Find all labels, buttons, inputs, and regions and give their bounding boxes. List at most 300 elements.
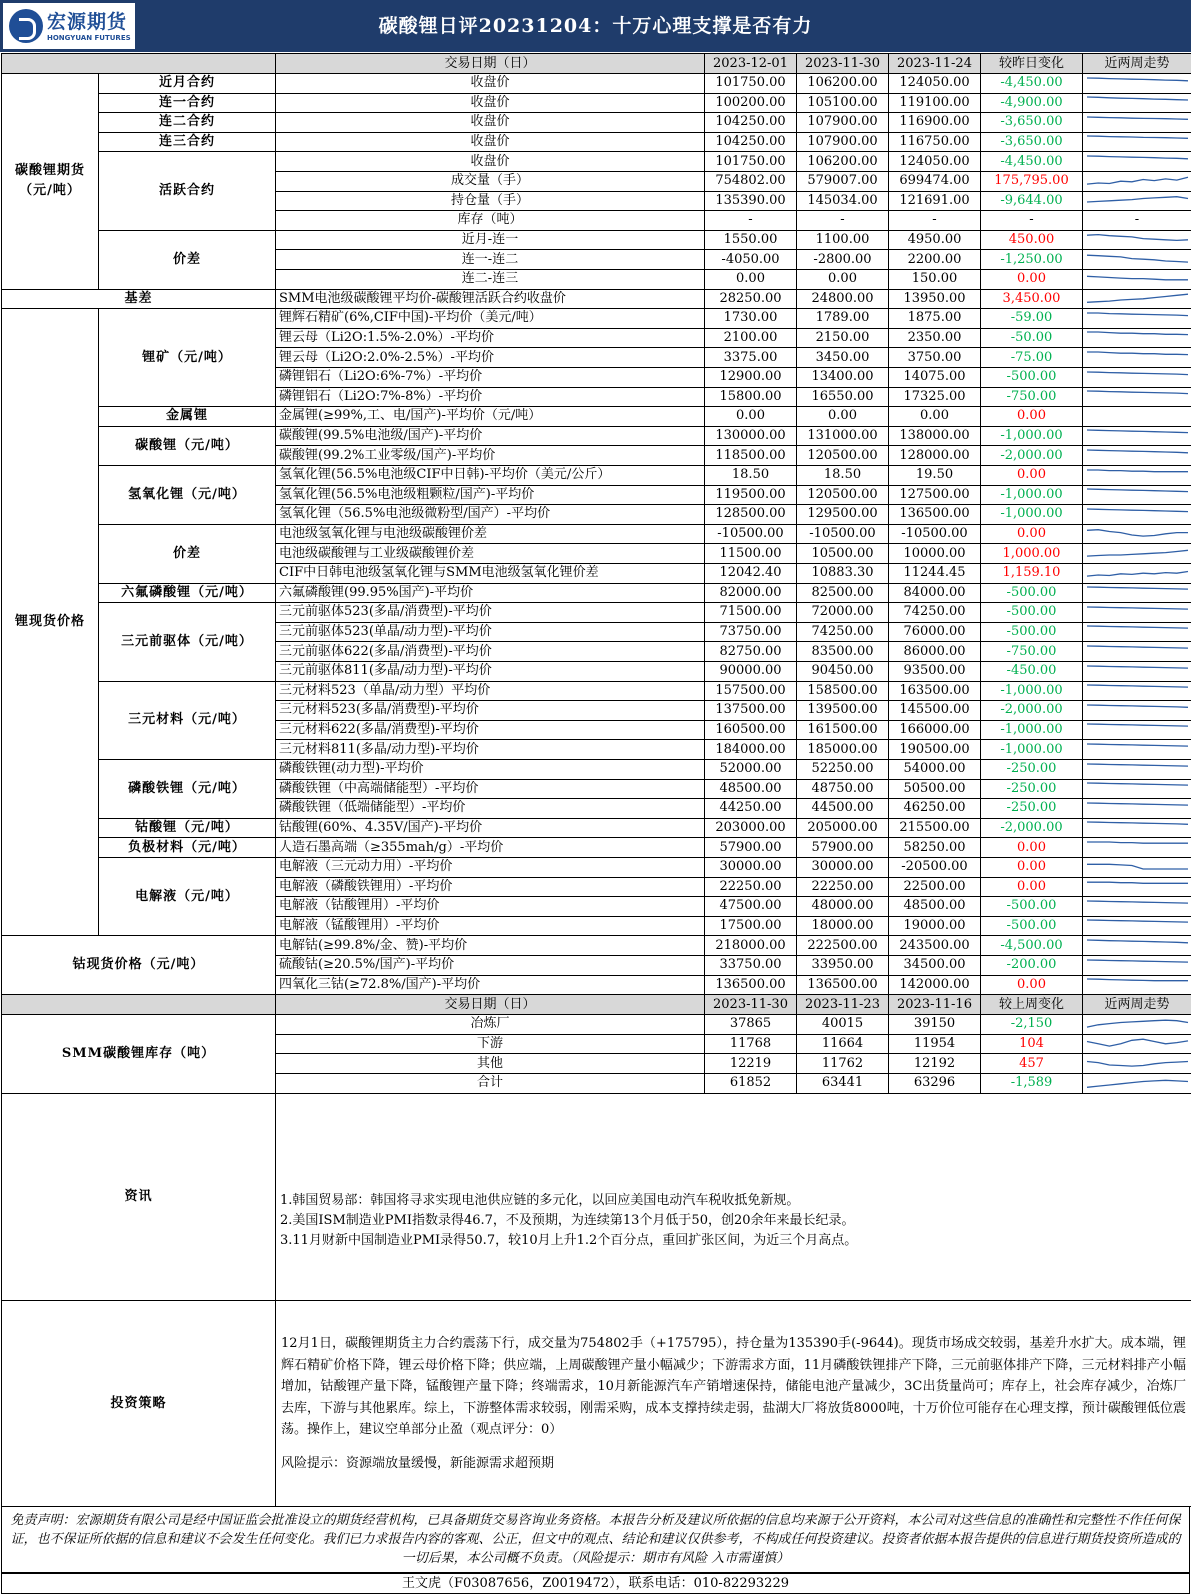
sparkline-chart	[1086, 782, 1189, 796]
trend-sparkline	[1082, 171, 1191, 192]
row-item-label: 三元材料523（单晶/动力型）平均价	[275, 681, 705, 702]
group-label-metal: 金属锂	[98, 406, 276, 427]
row-item-label: 电池级氢氧化锂与电池级碳酸锂价差	[275, 524, 705, 545]
sparkline-line	[1087, 705, 1188, 707]
change-cell: -250.00	[980, 798, 1083, 819]
sparkline-chart	[1086, 1037, 1189, 1051]
row-item-label: 锂云母（Li2O:2.0%-2.5%）-平均价	[275, 347, 705, 368]
sparkline-chart	[1086, 116, 1189, 130]
row-item-label: 磷锂铝石（Li2O:6%-7%）-平均价	[275, 367, 705, 388]
value-cell: 18.50	[796, 465, 889, 486]
sparkline-line	[1087, 646, 1188, 648]
value-cell: 15800.00	[704, 387, 797, 408]
sparkline-chart	[1086, 821, 1189, 835]
trend-sparkline	[1082, 269, 1191, 290]
sparkline-chart	[1086, 292, 1189, 306]
value-cell: 104250.00	[704, 112, 797, 133]
value-cell: 40015	[796, 1014, 889, 1035]
change-cell: 0.00	[980, 837, 1083, 858]
header-cell: 较昨日变化	[980, 53, 1083, 74]
value-cell: 57900.00	[796, 837, 889, 858]
value-cell: 127500.00	[888, 485, 981, 506]
row-item-label: 金属锂(≥99%,工、电/国产)-平均价（元/吨）	[275, 406, 705, 427]
value-cell: 10883.30	[796, 563, 889, 584]
trend-sparkline	[1082, 465, 1191, 486]
group-label-electrolyte: 电解液（元/吨）	[98, 857, 276, 936]
value-cell: 52250.00	[796, 759, 889, 780]
value-cell: 11762	[796, 1053, 889, 1074]
row-item-label: 电解液（锰酸锂用）-平均价	[275, 916, 705, 937]
trend-sparkline	[1082, 739, 1191, 760]
strategy-content	[281, 1333, 1186, 1474]
value-cell: 2150.00	[796, 328, 889, 349]
change-cell: -2,150	[980, 1014, 1083, 1035]
group-label-anode: 负极材料（元/吨）	[98, 837, 276, 858]
value-cell: 63296	[888, 1073, 981, 1094]
group-label-lipf6: 六氟磷酸锂（元/吨）	[98, 583, 276, 604]
value-cell: 12900.00	[704, 367, 797, 388]
value-cell: 579007.00	[796, 171, 889, 192]
value-cell: 76000.00	[888, 622, 981, 643]
trend-sparkline	[1082, 877, 1191, 898]
sparkline-chart	[1086, 273, 1189, 287]
row-item-label: 连二-连三	[275, 269, 705, 290]
group-label-c1: 连一合约	[98, 93, 276, 114]
change-cell: 0.00	[980, 524, 1083, 545]
value-cell: 12219	[704, 1053, 797, 1074]
value-cell: 86000.00	[888, 641, 981, 662]
value-cell: 145034.00	[796, 191, 889, 212]
change-cell: -4,900.00	[980, 93, 1083, 114]
section-info: 资讯	[1, 1093, 276, 1301]
sparkline-line	[1087, 78, 1188, 81]
trend-sparkline	[1082, 935, 1191, 956]
row-item-label: 近月-连一	[275, 230, 705, 251]
header-cell: 交易日期（日）	[275, 53, 705, 74]
sparkline-line	[1087, 1080, 1188, 1087]
value-cell: 118500.00	[704, 445, 797, 466]
change-cell: 104	[980, 1034, 1083, 1055]
sparkline-line	[1087, 156, 1188, 159]
row-item-label: 锂辉石精矿(6%,CIF中国)-平均价（美元/吨）	[275, 308, 705, 329]
group-label-c2: 连二合约	[98, 112, 276, 133]
group-label-active: 活跃合约	[98, 151, 276, 230]
value-cell: 24800.00	[796, 289, 889, 310]
sparkline-line	[1087, 276, 1188, 280]
value-cell: 30000.00	[704, 857, 797, 878]
sparkline-chart	[1086, 586, 1189, 600]
value-cell: 101750.00	[704, 73, 797, 94]
change-cell: -2,000.00	[980, 818, 1083, 839]
change-cell: -3,650.00	[980, 112, 1083, 133]
sparkline-chart	[1086, 567, 1189, 581]
sparkline-chart	[1086, 880, 1189, 894]
value-cell: 0.00	[704, 406, 797, 427]
value-cell: 158500.00	[796, 681, 889, 702]
logo-name-en: HONGYUAN FUTURES	[47, 34, 131, 42]
risk-warning: 风险提示：资源端放量缓慢，新能源需求超预期	[281, 1455, 555, 1471]
sparkline-line	[1087, 313, 1188, 316]
trend-sparkline	[1082, 602, 1191, 623]
value-cell: 13400.00	[796, 367, 889, 388]
header-cell: 较上周变化	[980, 994, 1083, 1015]
change-cell: -1,000.00	[980, 739, 1083, 760]
trend-sparkline	[1082, 837, 1191, 858]
trend-sparkline	[1082, 132, 1191, 153]
value-cell: 166000.00	[888, 720, 981, 741]
change-cell: -450.00	[980, 661, 1083, 682]
value-cell: 18.50	[704, 465, 797, 486]
sparkline-line	[1087, 450, 1188, 453]
value-cell: 22250.00	[704, 877, 797, 898]
trend-sparkline	[1082, 916, 1191, 937]
value-cell: 19.50	[888, 465, 981, 486]
value-cell: 106200.00	[796, 151, 889, 172]
trend-sparkline	[1082, 622, 1191, 643]
change-cell: -500.00	[980, 896, 1083, 917]
value-cell: 120500.00	[796, 485, 889, 506]
value-cell: 139500.00	[796, 700, 889, 721]
sparkline-line	[1087, 1020, 1188, 1027]
value-cell: 54000.00	[888, 759, 981, 780]
value-cell: 57900.00	[704, 837, 797, 858]
sparkline-line	[1087, 352, 1188, 355]
value-cell: -20500.00	[888, 857, 981, 878]
sparkline-chart	[1086, 547, 1189, 561]
section-futures: 碳酸锂期货 （元/吨）	[1, 73, 99, 290]
value-cell: 2350.00	[888, 328, 981, 349]
row-item-label: 电池级碳酸锂与工业级碳酸锂价差	[275, 543, 705, 564]
section-strategy: 投资策略	[1, 1300, 276, 1507]
header-cell: 近两周走势	[1082, 994, 1191, 1015]
row-item-label: 钴酸锂(60%、4.35V/国产)-平均价	[275, 818, 705, 839]
value-cell: 4950.00	[888, 230, 981, 251]
sparkline-chart	[1086, 1077, 1189, 1091]
sparkline-line	[1087, 626, 1188, 628]
row-item-label: 合计	[275, 1073, 705, 1094]
trend-sparkline	[1082, 661, 1191, 682]
sparkline-chart	[1086, 371, 1189, 385]
row-item-label: 下游	[275, 1034, 705, 1055]
sparkline-chart	[1086, 665, 1189, 679]
change-cell: 0.00	[980, 975, 1083, 996]
change-cell: -500.00	[980, 622, 1083, 643]
change-cell: -500.00	[980, 916, 1083, 937]
sparkline-line	[1087, 391, 1188, 394]
value-cell: 33950.00	[796, 955, 889, 976]
value-cell: 163500.00	[888, 681, 981, 702]
sparkline-chart	[1086, 861, 1189, 875]
sparkline-chart	[1086, 919, 1189, 933]
trend-sparkline	[1082, 93, 1191, 114]
row-item-label: 三元前驱体811(多晶/动力型)-平均价	[275, 661, 705, 682]
row-item-label: 连一-连二	[275, 249, 705, 270]
trend-sparkline	[1082, 818, 1191, 839]
value-cell: 150.00	[888, 269, 981, 290]
value-cell: 47500.00	[704, 896, 797, 917]
change-cell: 1,159.10	[980, 563, 1083, 584]
value-cell: -4050.00	[704, 249, 797, 270]
sparkline-line	[1087, 764, 1188, 766]
sparkline-line	[1087, 136, 1188, 138]
value-cell: 105100.00	[796, 93, 889, 114]
row-item-label: 硫酸钴(≥20.5%/国产)-平均价	[275, 955, 705, 976]
value-cell: 131000.00	[796, 426, 889, 447]
trend-sparkline	[1082, 1073, 1191, 1094]
sparkline-chart	[1086, 96, 1189, 110]
trend-sparkline	[1082, 230, 1191, 251]
value-cell: 34500.00	[888, 955, 981, 976]
sparkline-chart	[1086, 194, 1189, 208]
group-label-spread: 价差	[98, 230, 276, 290]
trend-sparkline	[1082, 759, 1191, 780]
trend-sparkline	[1082, 524, 1191, 545]
value-cell: 160500.00	[704, 720, 797, 741]
sparkline-line	[1087, 235, 1188, 241]
header-cell: 2023-12-01	[704, 53, 797, 74]
strategy-paragraph: 12月1日，碳酸锂期货主力合约震荡下行，成交量为754802手（+175795），持仓量为135390手(-9644)。现货市场成交较弱，基差升水扩大。成本端，锂辉石精矿价格下降，锂云母价格下降；供应端，上周碳酸锂产量小幅减少；下游需求方面，11月磷酸铁锂排产下降，三元前驱体排产下降，三元材料排产小幅增加，钴酸锂产量下降，锰酸锂产量下降；终端需求，10月新能源汽车产销增速保持，储能电池产量减少，3C出货量尚可；库存上，社会库存减少，冶炼厂去库，下游与其他累库。综上，下游整体需求较弱，刚需采购，成本支撑持续走弱，盐湖大厂将放货8000吨，十万价位可能存在心理支撑，预计碳酸锂低位震荡。操作上，建议空单部分止盈（观点评分：0）	[281, 1336, 1186, 1437]
sparkline-chart	[1086, 606, 1189, 620]
value-cell: 17500.00	[704, 916, 797, 937]
value-cell: 22500.00	[888, 877, 981, 898]
sparkline-chart	[1086, 743, 1189, 757]
value-cell: 203000.00	[704, 818, 797, 839]
header-cell: 2023-11-23	[796, 994, 889, 1015]
value-cell: 22250.00	[796, 877, 889, 898]
value-cell: 10000.00	[888, 543, 981, 564]
change-cell: -1,589	[980, 1073, 1083, 1094]
trend-sparkline	[1082, 896, 1191, 917]
row-item-label: 六氟磷酸锂(99.95%国产)-平均价	[275, 583, 705, 604]
group-label-c3: 连三合约	[98, 132, 276, 153]
value-cell: 136500.00	[796, 975, 889, 996]
row-item-label: 碳酸锂(99.2%工业零级/国产)-平均价	[275, 445, 705, 466]
value-cell: 12192	[888, 1053, 981, 1074]
value-cell: 129500.00	[796, 504, 889, 525]
sparkline-chart	[1086, 939, 1189, 953]
logo-name-cn: 宏源期货	[47, 11, 128, 33]
sparkline-chart	[1086, 175, 1189, 189]
value-cell: -	[704, 210, 797, 231]
sparkline-line	[1087, 1061, 1188, 1066]
sparkline-line	[1087, 489, 1188, 492]
value-cell: 28250.00	[704, 289, 797, 310]
value-cell: 11664	[796, 1034, 889, 1055]
value-cell: 93500.00	[888, 661, 981, 682]
value-cell: 11244.45	[888, 563, 981, 584]
value-cell: 82750.00	[704, 641, 797, 662]
sparkline-line	[1087, 666, 1188, 668]
sparkline-chart	[1086, 253, 1189, 267]
value-cell: 185000.00	[796, 739, 889, 760]
value-cell: 1100.00	[796, 230, 889, 251]
change-cell: -1,000.00	[980, 681, 1083, 702]
sparkline-chart	[1086, 469, 1189, 483]
value-cell: 82500.00	[796, 583, 889, 604]
trend-sparkline	[1082, 406, 1191, 427]
value-cell: 119100.00	[888, 93, 981, 114]
sparkline-line	[1087, 685, 1188, 687]
value-cell: 130000.00	[704, 426, 797, 447]
value-cell: 3375.00	[704, 347, 797, 368]
value-cell: 18000.00	[796, 916, 889, 937]
sparkline-line	[1087, 882, 1188, 883]
value-cell: 218000.00	[704, 935, 797, 956]
trend-sparkline	[1082, 779, 1191, 800]
value-cell: 17325.00	[888, 387, 981, 408]
sparkline-chart	[1086, 978, 1189, 992]
change-cell: -1,250.00	[980, 249, 1083, 270]
sparkline-line	[1087, 97, 1188, 100]
value-cell: 19000.00	[888, 916, 981, 937]
trend-sparkline	[1082, 328, 1191, 349]
sparkline-line	[1087, 530, 1188, 536]
section-inventory: SMM碳酸锂库存（吨）	[1, 1014, 276, 1093]
value-cell: 119500.00	[704, 485, 797, 506]
change-cell: -3,650.00	[980, 132, 1083, 153]
value-cell: 128500.00	[704, 504, 797, 525]
group-label-carb: 碳酸锂（元/吨）	[98, 426, 276, 466]
value-cell: 61852	[704, 1073, 797, 1094]
value-cell: 83500.00	[796, 641, 889, 662]
sparkline-chart	[1086, 331, 1189, 345]
value-cell: 16550.00	[796, 387, 889, 408]
trend-sparkline	[1082, 289, 1191, 310]
value-cell: 107900.00	[796, 132, 889, 153]
sparkline-chart	[1086, 645, 1189, 659]
group-label-near: 近月合约	[98, 73, 276, 94]
row-item-label: 磷酸铁锂(动力型)-平均价	[275, 759, 705, 780]
sparkline-chart	[1086, 449, 1189, 463]
sparkline-line	[1087, 117, 1188, 119]
change-cell: -4,450.00	[980, 73, 1083, 94]
analyst-contact: 王文虎（F03087656，Z0019472），联系电话：010-82293229	[1, 1573, 1190, 1594]
change-cell: -1,000.00	[980, 485, 1083, 506]
value-cell: 1875.00	[888, 308, 981, 329]
sparkline-line	[1087, 901, 1188, 903]
trend-sparkline	[1082, 857, 1191, 878]
trend-sparkline	[1082, 367, 1191, 388]
sparkline-chart	[1086, 723, 1189, 737]
trend-sparkline	[1082, 445, 1191, 466]
value-cell: 136500.00	[888, 504, 981, 525]
row-item-label: 三元材料811(多晶/动力型)-平均价	[275, 739, 705, 760]
group-label-precursor: 三元前驱体（元/吨）	[98, 602, 276, 681]
trend-cell: -	[1082, 210, 1191, 231]
value-cell: 215500.00	[888, 818, 981, 839]
sparkline-line	[1087, 744, 1188, 746]
change-cell: -1,000.00	[980, 504, 1083, 525]
trend-sparkline	[1082, 641, 1191, 662]
value-cell: 90450.00	[796, 661, 889, 682]
value-cell: 699474.00	[888, 171, 981, 192]
value-cell: 37865	[704, 1014, 797, 1035]
group-label-ternary: 三元材料（元/吨）	[98, 681, 276, 760]
trend-sparkline	[1082, 347, 1191, 368]
trend-sparkline	[1082, 249, 1191, 270]
value-cell: 11500.00	[704, 543, 797, 564]
trend-sparkline	[1082, 563, 1191, 584]
sparkline-chart	[1086, 763, 1189, 777]
change-cell: -250.00	[980, 759, 1083, 780]
value-cell: 46250.00	[888, 798, 981, 819]
change-cell: -4,500.00	[980, 935, 1083, 956]
sparkline-chart	[1086, 155, 1189, 169]
value-cell: -10500.00	[796, 524, 889, 545]
row-item-label: 氢氧化锂(56.5%电池级CIF中日韩)-平均价（美元/公斤）	[275, 465, 705, 486]
sparkline-chart	[1086, 77, 1189, 91]
value-cell: 135390.00	[704, 191, 797, 212]
value-cell: 10500.00	[796, 543, 889, 564]
value-cell: -10500.00	[888, 524, 981, 545]
header-cell: 交易日期（日）	[275, 994, 705, 1015]
change-cell: -250.00	[980, 779, 1083, 800]
row-item-label: 人造石墨高端（≥355mah/g）-平均价	[275, 837, 705, 858]
header-blank	[1, 994, 276, 1015]
value-cell: 3450.00	[796, 347, 889, 368]
value-cell: 1730.00	[704, 308, 797, 329]
change-cell: 3,450.00	[980, 289, 1083, 310]
row-item-label: 收盘价	[275, 151, 705, 172]
row-item-label: 冶炼厂	[275, 1014, 705, 1035]
value-cell: 107900.00	[796, 112, 889, 133]
sparkline-line	[1087, 724, 1188, 726]
trend-sparkline	[1082, 151, 1191, 172]
change-cell: -750.00	[980, 387, 1083, 408]
group-label-ore: 锂矿（元/吨）	[98, 308, 276, 407]
row-item-label: 其他	[275, 1053, 705, 1074]
value-cell: 82000.00	[704, 583, 797, 604]
row-item-label: 三元材料523(多晶/消费型)-平均价	[275, 700, 705, 721]
value-cell: 104250.00	[704, 132, 797, 153]
section-cobalt: 钴现货价格（元/吨）	[1, 935, 276, 995]
value-cell: 138000.00	[888, 426, 981, 447]
row-item-label: 三元材料622(多晶/消费型)-平均价	[275, 720, 705, 741]
sparkline-line	[1087, 920, 1188, 922]
row-item-label: 三元前驱体523(多晶/消费型)-平均价	[275, 602, 705, 623]
value-cell: 63441	[796, 1073, 889, 1094]
row-item-label: 碳酸锂(99.5%电池级/国产)-平均价	[275, 426, 705, 447]
value-cell: 116750.00	[888, 132, 981, 153]
sparkline-chart	[1086, 704, 1189, 718]
sparkline-chart	[1086, 527, 1189, 541]
trend-sparkline	[1082, 583, 1191, 604]
value-cell: 84000.00	[888, 583, 981, 604]
value-cell: 222500.00	[796, 935, 889, 956]
value-cell: 58250.00	[888, 837, 981, 858]
change-cell: 0.00	[980, 857, 1083, 878]
row-item-label: 磷酸铁锂（中高端储能型）-平均价	[275, 779, 705, 800]
change-cell: -200.00	[980, 955, 1083, 976]
sparkline-line	[1087, 430, 1188, 433]
value-cell: 124050.00	[888, 73, 981, 94]
sparkline-line	[1087, 822, 1188, 824]
row-item-label: SMM电池级碳酸锂平均价-碳酸锂活跃合约收盘价	[275, 289, 705, 310]
trend-sparkline	[1082, 798, 1191, 819]
value-cell: 3750.00	[888, 347, 981, 368]
value-cell: -	[888, 210, 981, 231]
value-cell: 0.00	[888, 406, 981, 427]
group-label-lco: 钴酸锂（元/吨）	[98, 818, 276, 839]
sparkline-chart	[1086, 135, 1189, 149]
sparkline-chart	[1086, 841, 1189, 855]
trend-sparkline	[1082, 955, 1191, 976]
value-cell: 13950.00	[888, 289, 981, 310]
sparkline-line	[1087, 372, 1188, 375]
value-cell: 190500.00	[888, 739, 981, 760]
sparkline-line	[1087, 294, 1188, 302]
row-item-label: 电解液（三元动力用）-平均价	[275, 857, 705, 878]
